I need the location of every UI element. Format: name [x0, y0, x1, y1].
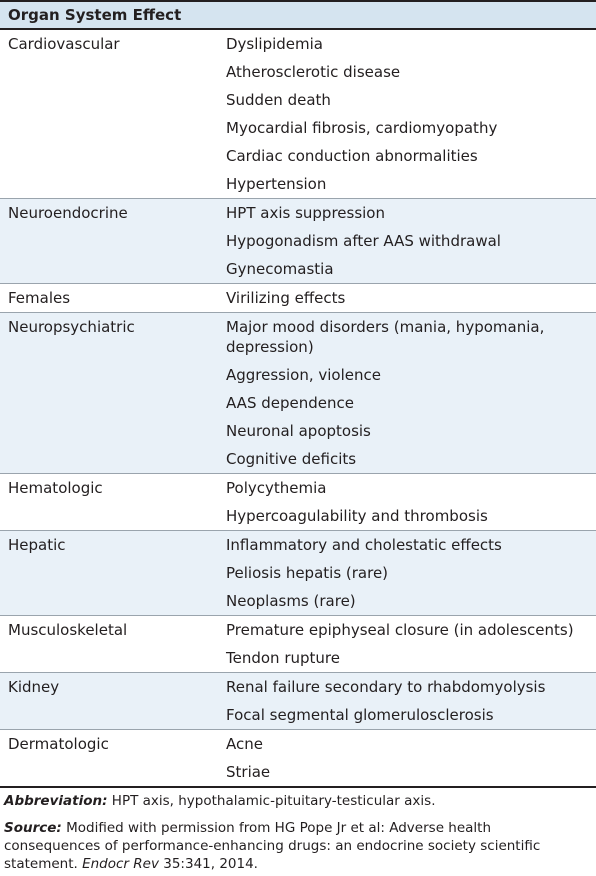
organ-system-cell: Hepatic [8, 536, 66, 554]
abbreviation-label: Abbreviation: [4, 793, 108, 809]
effects-cell [226, 30, 582, 194]
organ-system-cell: Kidney [8, 678, 60, 696]
effect-item: Inflammatory and cholestatic effects [226, 536, 502, 554]
effect-item: Polycythemia [226, 479, 327, 497]
source-text: Modified with permission from HG Pope Jr et al: Adverse health consequences of performance-enhancing drugs: an endocrine society scientific statement. [4, 820, 541, 872]
effect-item: Focal segmental glomerulosclerosis [226, 706, 494, 724]
effect-item: Dyslipidemia [226, 35, 323, 53]
organ-system-cell: Cardiovascular [8, 35, 120, 53]
table-row-group [0, 616, 596, 673]
effects-cell [226, 199, 582, 279]
source-journal: Endocr Rev [82, 856, 159, 872]
organ-system-cell: Females [8, 289, 71, 307]
effect-item: Renal failure secondary to rhabdomyolysis [226, 678, 546, 696]
effect-item: Aggression, violence [226, 366, 381, 384]
source-label: Source: [4, 820, 62, 836]
effect-item: Peliosis hepatis (rare) [226, 564, 389, 582]
table-row-group [0, 313, 596, 474]
effect-item: Cardiac conduction abnormalities [226, 147, 478, 165]
organ-system-cell: Musculoskeletal [8, 621, 128, 639]
abbreviation-note [4, 792, 588, 810]
effect-item: Acne [226, 735, 263, 753]
effects-cell [226, 730, 582, 782]
effect-item: Hypercoagulability and thrombosis [226, 507, 488, 525]
effect-item: Virilizing effects [226, 289, 346, 307]
effect-item: Striae [226, 763, 271, 781]
abbreviation-text: HPT axis, hypothalamic-pituitary-testicular axis. [111, 793, 436, 809]
effect-item: Hypertension [226, 175, 327, 193]
table-row-group [0, 531, 596, 616]
effects-cell [226, 616, 582, 668]
effect-item: Cognitive deficits [226, 450, 357, 468]
table-row-group [0, 284, 596, 313]
table-row-group [0, 730, 596, 788]
effect-item: Myocardial fibrosis, cardiomyopathy [226, 119, 498, 137]
effects-cell [226, 673, 582, 725]
source-citation: 35:341, 2014. [163, 856, 258, 872]
source-note [4, 819, 588, 873]
effect-item: Neoplasms (rare) [226, 592, 356, 610]
effect-item: AAS dependence [226, 394, 354, 412]
effect-item: Gynecomastia [226, 260, 334, 278]
effect-item: Tendon rupture [226, 649, 340, 667]
table-row-group [0, 199, 596, 284]
effect-item: Atherosclerotic disease [226, 63, 401, 81]
effect-item: Premature epiphyseal closure (in adolescents) [226, 621, 574, 639]
table-header: Organ System Effect [0, 0, 596, 30]
table-row-group [0, 673, 596, 730]
table-row-group [0, 474, 596, 531]
effect-item: Sudden death [226, 91, 331, 109]
organ-system-cell: Neuropsychiatric [8, 318, 135, 336]
effects-cell [226, 474, 582, 526]
effect-item: HPT axis suppression [226, 204, 385, 222]
table-footnotes [0, 788, 596, 873]
effects-cell [226, 284, 582, 308]
effects-cell [226, 313, 582, 469]
effect-item: Major mood disorders (mania, hypomania, depression) [226, 318, 545, 356]
table-body [0, 30, 596, 788]
organ-system-cell: Dermatologic [8, 735, 109, 753]
effects-cell [226, 531, 582, 611]
organ-system-cell: Neuroendocrine [8, 204, 128, 222]
organ-system-cell: Hematologic [8, 479, 103, 497]
effect-item: Neuronal apoptosis [226, 422, 371, 440]
table-row-group [0, 30, 596, 199]
effect-item: Hypogonadism after AAS withdrawal [226, 232, 501, 250]
